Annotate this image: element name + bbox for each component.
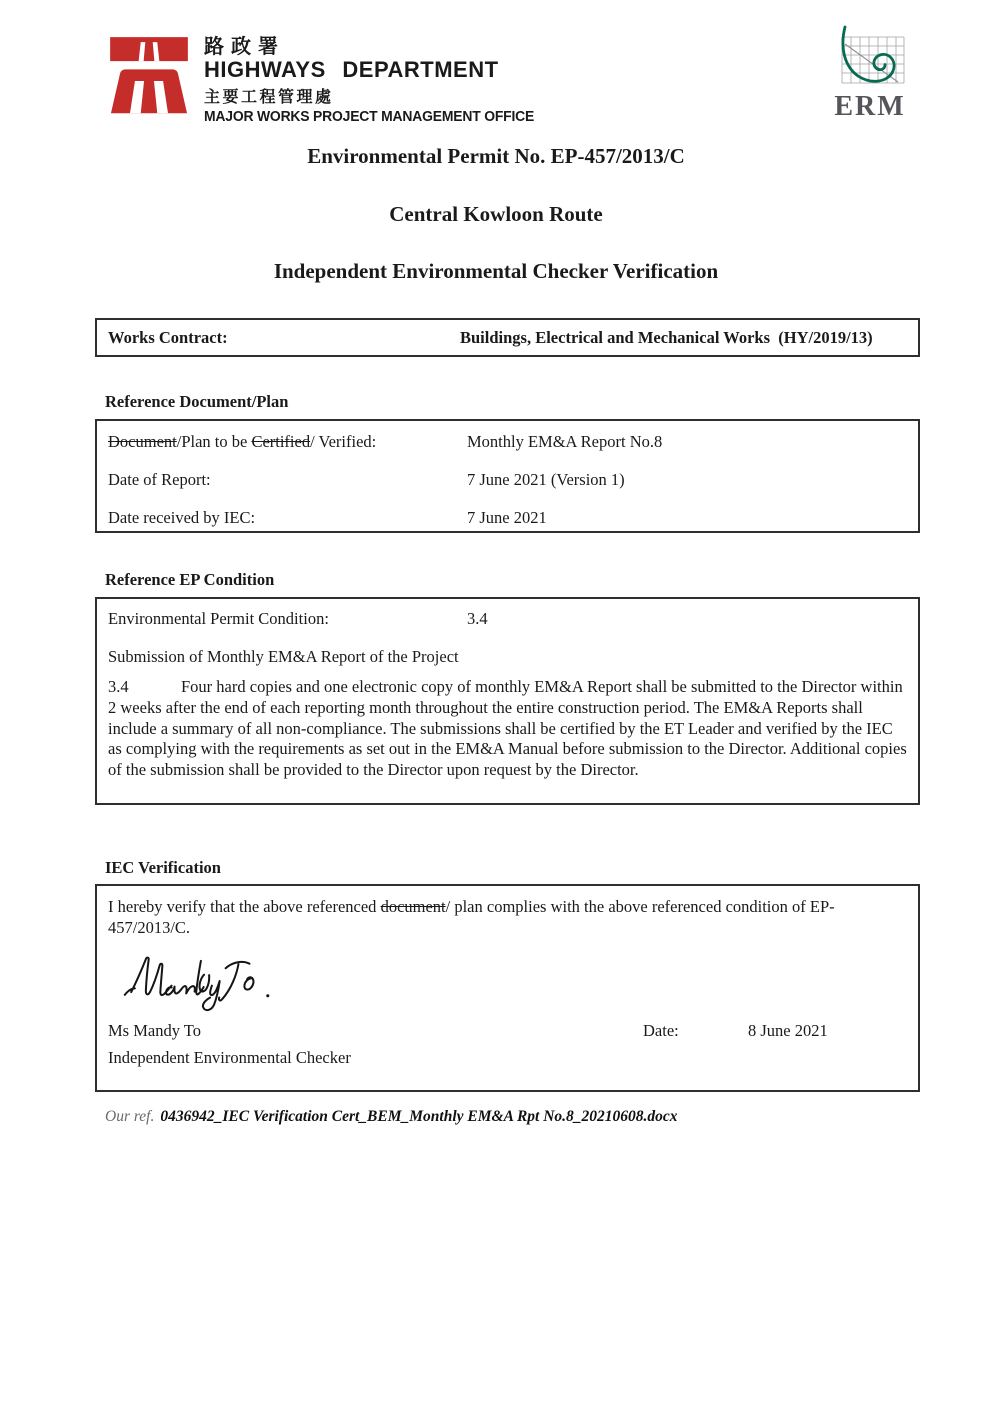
ep-condition-table — [95, 597, 920, 805]
highways-department-icon — [107, 33, 191, 119]
signer-name: Ms Mandy To — [108, 1020, 201, 1040]
our-ref-label: Our ref. — [105, 1108, 155, 1125]
reference-document-heading: Reference Document/Plan — [105, 392, 289, 411]
highways-department-text — [204, 33, 548, 125]
document-plan-label — [108, 432, 467, 453]
erm-swirl-icon — [832, 25, 908, 91]
project-title: Central Kowloon Route — [389, 202, 603, 226]
struck-word-document: Document — [108, 432, 177, 451]
our-ref-filename: 0436942_IEC Verification Cert_BEM_Monthly EM&A Rpt No.8_20210608.docx — [160, 1108, 678, 1125]
date-of-report-value: 7 June 2021 (Version 1) — [467, 470, 625, 489]
table-row — [108, 508, 907, 529]
signature-image — [112, 949, 287, 1015]
signature-area — [112, 949, 907, 1015]
works-contract-value: Buildings, Electrical and Mechanical Works (HY/2019/13) — [460, 327, 873, 347]
iec-verification-heading: IEC Verification — [105, 858, 221, 877]
date-received-value: 7 June 2021 — [467, 508, 547, 527]
hyd-chinese-office: 主要工程管理處 — [204, 87, 334, 106]
ep-condition-clause — [108, 677, 907, 781]
date-of-report-label: Date of Report: — [108, 470, 211, 489]
document-plan-value: Monthly EM&A Report No.8 — [467, 432, 663, 451]
date-received-label: Date received by IEC: — [108, 508, 256, 527]
table-row — [108, 609, 907, 630]
struck-word-certified: Certified — [251, 432, 311, 451]
statement-text: I hereby verify that the above referenced — [108, 897, 381, 916]
erm-logo — [830, 25, 910, 123]
date-label: Date: — [643, 1020, 679, 1040]
hyd-english-office: MAJOR WORKS PROJECT MANAGEMENT OFFICE — [204, 109, 535, 125]
iec-verification-box — [95, 884, 920, 1092]
hyd-chinese-name: 路政署 — [204, 34, 285, 58]
label-text: /Plan to be — [176, 432, 252, 451]
signer-title: Independent Environmental Checker — [108, 1047, 351, 1067]
ep-condition-label: Environmental Permit Condition: — [108, 609, 329, 628]
document-title: Independent Environmental Checker Verification — [273, 259, 719, 283]
table-row — [108, 432, 907, 453]
permit-number-title: Environmental Permit No. EP-457/2013/C — [307, 144, 685, 168]
date-value: 8 June 2021 — [748, 1020, 828, 1040]
works-contract-table — [95, 318, 920, 357]
our-ref-line — [105, 1108, 678, 1126]
highways-department-logo — [107, 33, 548, 125]
ep-condition-subject: Submission of Monthly EM&A Report of the Project — [108, 647, 459, 666]
ep-condition-value: 3.4 — [467, 609, 488, 628]
statement-text: / plan complies with the above referenced condition of EP-457/2013/C. — [108, 897, 835, 937]
signer-row — [108, 1021, 907, 1041]
clause-text: Four hard copies and one electronic copy of monthly EM&A Report shall be submitted to the Director within 2 weeks after the end of each reporting month throughout the entire construction period. The EM&A Reports shall include a summary of all non-compliance. The submissions shall be certified by the ET Leader and verified by the IEC as complying with the requirements as set out in the EM&A Manual before submission to the Director. Additional copies of the submission shall be provided to the Director upon request by the Director. — [108, 677, 907, 780]
clause-number: 3.4 — [108, 677, 129, 696]
erm-wordmark: ERM — [834, 91, 906, 122]
struck-word-document: document — [380, 897, 446, 916]
label-text: / Verified: — [310, 432, 377, 451]
verification-statement — [108, 897, 907, 939]
hyd-english-name: HIGHWAYS DEPARTMENT — [204, 57, 499, 82]
reference-document-table — [95, 419, 920, 533]
works-contract-label: Works Contract: — [108, 327, 228, 347]
table-row — [108, 470, 907, 491]
reference-ep-condition-heading: Reference EP Condition — [105, 570, 275, 589]
